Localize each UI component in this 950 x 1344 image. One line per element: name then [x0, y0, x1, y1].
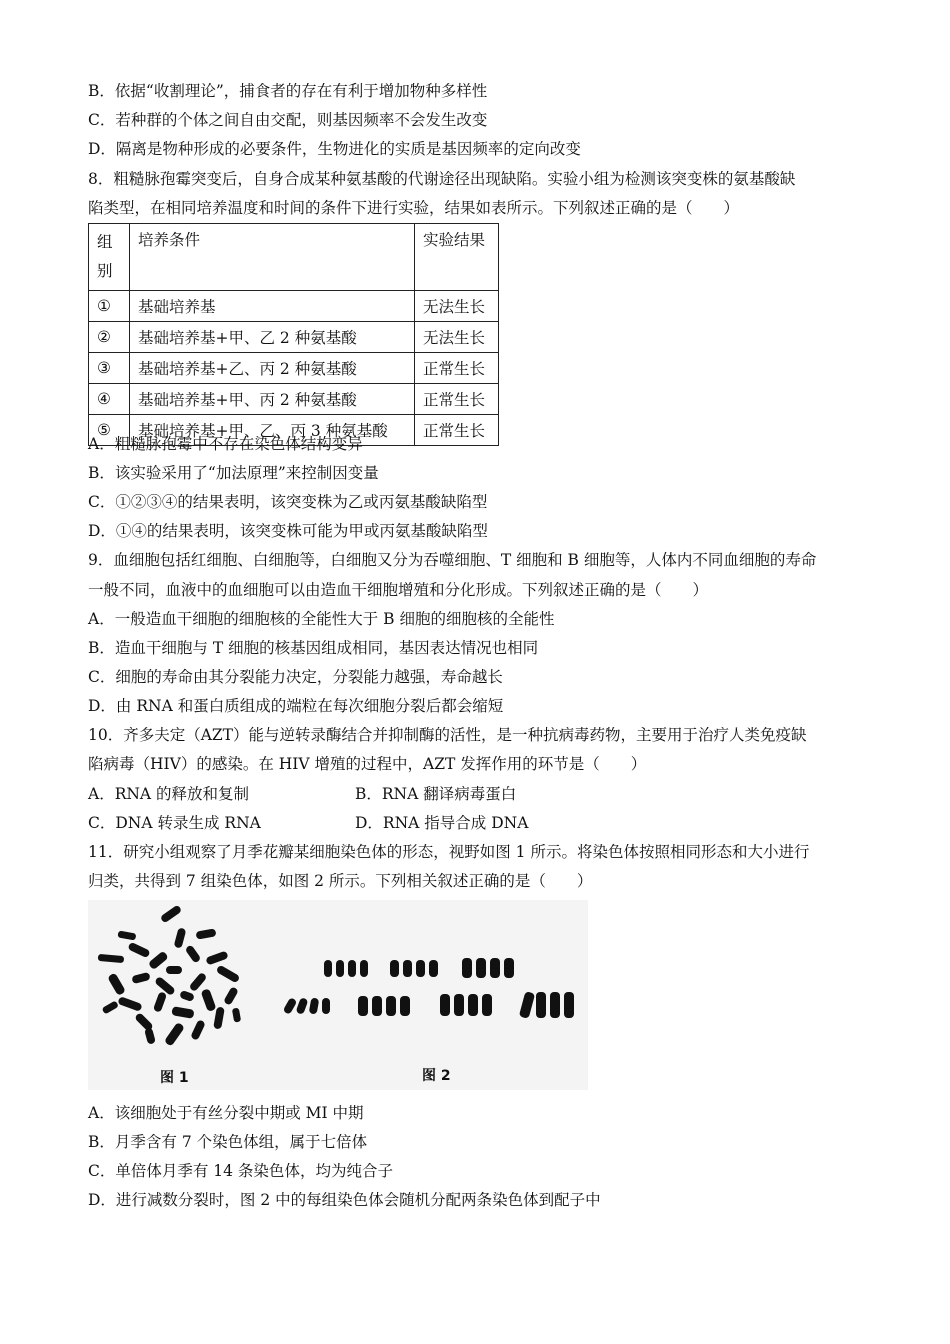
q9-option-a: A．一般造血干细胞的细胞核的全能性大于 B 细胞的细胞核的全能性 [88, 610, 555, 628]
header-result: 实验结果 [415, 224, 499, 291]
q7-option-d: D．隔离是物种形成的必要条件，生物进化的实质是基因频率的定向改变 [88, 140, 581, 158]
q11-option-d: D．进行减数分裂时，图 2 中的每组染色体会随机分配两条染色体到配子中 [88, 1191, 601, 1209]
q8-option-c: C．①②③④的结果表明，该突变株为乙或丙氨基酸缺陷型 [88, 493, 488, 511]
q9-stem-line1: 9．血细胞包括红细胞、白细胞等，白细胞又分为吞噬细胞、T 细胞和 B 细胞等，人体内不同血细胞的寿命 [88, 551, 817, 569]
header-group-char1: 组 [97, 233, 113, 251]
figure-1-caption: 图 1 [160, 1070, 189, 1086]
q9-option-c: C．细胞的寿命由其分裂能力决定，分裂能力越强，寿命越长 [88, 668, 503, 686]
q11-option-b: B．月季含有 7 个染色体组，属于七倍体 [88, 1133, 368, 1151]
q7-option-c: C．若种群的个体之间自由交配，则基因频率不会发生改变 [88, 111, 488, 129]
row-condition: 基础培养基+甲、丙 2 种氨基酸 [130, 384, 415, 415]
q11-option-c: C．单倍体月季有 14 条染色体，均为纯合子 [88, 1162, 393, 1180]
q10-option-c: C．DNA 转录生成 RNA [88, 814, 261, 832]
row-result: 无法生长 [415, 291, 499, 322]
chromosome-figures [88, 900, 588, 1090]
q11-stem-line1: 11．研究小组观察了月季花瓣某细胞染色体的形态，视野如图 1 所示。将染色体按照相同形态和大小进行 [88, 843, 810, 861]
q8-option-a: A．粗糙脉孢霉中不存在染色体结构变异 [88, 435, 363, 453]
table-row [89, 353, 499, 384]
q9-option-b: B．造血干细胞与 T 细胞的核基因组成相同，基因表达情况也相同 [88, 639, 539, 657]
q9-stem-line2: 一般不同，血液中的血细胞可以由造血干细胞增殖和分化形成。下列叙述正确的是（ ） [88, 581, 709, 599]
q7-option-b: B．依据“收割理论”，捕食者的存在有利于增加物种多样性 [88, 82, 488, 100]
q10-option-a: A．RNA 的释放和复制 [88, 785, 250, 803]
q10-stem-line1: 10．齐多夫定（AZT）能与逆转录酶结合并抑制酶的活性，是一种抗病毒药物，主要用于治疗人类免疫缺 [88, 726, 807, 744]
q10-stem-line2: 陷病毒（HIV）的感染。在 HIV 增殖的过程中，AZT 发挥作用的环节是（ ） [88, 755, 647, 773]
q8-option-b: B．该实验采用了“加法原理”来控制因变量 [88, 464, 379, 482]
row-id: ① [89, 291, 130, 322]
row-id: ② [89, 322, 130, 353]
row-id: ⑤ [89, 415, 130, 446]
q10-option-b: B．RNA 翻译病毒蛋白 [355, 785, 517, 803]
figure-2-caption: 图 2 [422, 1068, 451, 1084]
q8-table [88, 223, 499, 446]
q8-stem-line2: 陷类型，在相同培养温度和时间的条件下进行实验，结果如表所示。下列叙述正确的是（ ） [88, 199, 740, 217]
q11-option-a: A．该细胞处于有丝分裂中期或 MI 中期 [88, 1104, 364, 1122]
q9-option-d: D．由 RNA 和蛋白质组成的端粒在每次细胞分裂后都会缩短 [88, 697, 504, 715]
q10-option-d: D．RNA 指导合成 DNA [355, 814, 529, 832]
q8-option-d: D．①④的结果表明，该突变株可能为甲或丙氨基酸缺陷型 [88, 522, 488, 540]
table-row [89, 322, 499, 353]
table-header-row [89, 224, 499, 291]
header-group-char2: 别 [97, 262, 113, 280]
header-condition: 培养条件 [130, 224, 415, 291]
row-result: 无法生长 [415, 322, 499, 353]
row-result: 正常生长 [415, 415, 499, 446]
header-group [89, 224, 130, 291]
table-row [89, 291, 499, 322]
row-condition: 基础培养基+甲、乙、丙 3 种氨基酸 [130, 415, 415, 446]
q11-stem-line2: 归类，共得到 7 组染色体，如图 2 所示。下列相关叙述正确的是（ ） [88, 872, 593, 890]
table-row [89, 384, 499, 415]
row-condition: 基础培养基+甲、乙 2 种氨基酸 [130, 322, 415, 353]
row-id: ③ [89, 353, 130, 384]
q8-stem-line1: 8．粗糙脉孢霉突变后，自身合成某种氨基酸的代谢途径出现缺陷。实验小组为检测该突变株的氨基酸缺 [88, 170, 796, 188]
row-result: 正常生长 [415, 384, 499, 415]
row-result: 正常生长 [415, 353, 499, 384]
row-condition: 基础培养基+乙、丙 2 种氨基酸 [130, 353, 415, 384]
row-id: ④ [89, 384, 130, 415]
row-condition: 基础培养基 [130, 291, 415, 322]
